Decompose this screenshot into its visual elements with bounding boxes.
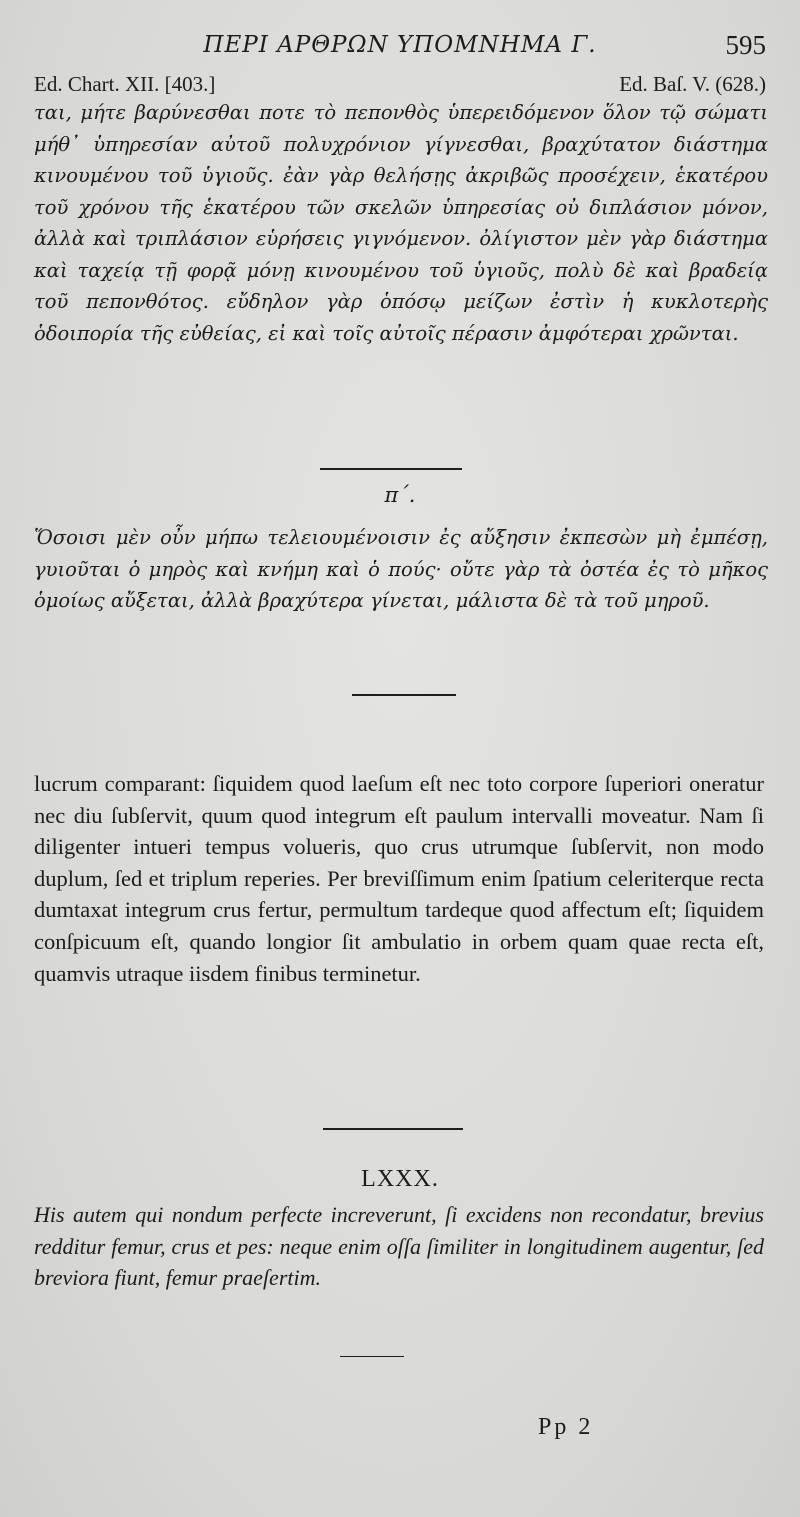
section-divider bbox=[352, 694, 456, 696]
edition-reference-right: Ed. Baſ. V. (628.) bbox=[619, 72, 766, 96]
edition-reference-left: Ed. Chart. XII. [403.] bbox=[34, 72, 216, 96]
latin-aphorism-number: LXXX. bbox=[361, 1166, 439, 1192]
section-divider bbox=[340, 1356, 404, 1357]
running-title: ΠΕΡΙ ΑΡΘΡΩΝ ΥΠΟΜΝΗΜΑ Γ. bbox=[203, 32, 597, 58]
latin-aphorism-text: His autem qui nondum perfecte increverunt, ſi excidens non recondatur, brevius redditur femur, crus et pes: neque enim oſſa ſimiliter in longitudinem augentur, ſed breviora fiunt, femur praeſertim. bbox=[34, 1202, 764, 1291]
greek-aphorism-text: Ὅσοισι μὲν οὖν μήπω τελειουμένοισιν ἐς αὔξησιν ἐκπεσὼν μὴ ἐμπέσῃ, γυιοῦται ὁ μηρὸς καὶ κνήμη καὶ ὁ πούς· οὔτε γὰρ τὰ ὀστέα ἐς τὸ μῆκος ὁμοίως αὔξεται, ἀλλὰ βραχύτερα γίνεται, μάλιστα δὲ τὰ τοῦ μηροῦ. bbox=[34, 526, 768, 612]
greek-aphorism-number: π΄. bbox=[384, 483, 416, 507]
latin-commentary-text: lucrum comparant: ſiquidem quod laeſum eſt nec toto corpore ſuperiori oneratur nec diu ſubſervit, quum quod integrum eſt paulum intervalli moveatur. Nam ſi diligenter intueri tempus volueris, quo crus utrumque ſubſervit, non modo duplum, ſed et triplum reperies. Per breviſſimum enim ſpatium celeriterque recta dumtaxat integrum crus fertur, permultum tardeque quod affectum eſt; ſiquidem conſpicuum eſt, quando longior ſit ambulatio in orbem quam quae recta eſt, quamvis utraque iisdem finibus terminetur. bbox=[34, 771, 764, 986]
section-divider bbox=[323, 1128, 463, 1130]
page-number: 595 bbox=[725, 30, 766, 60]
greek-commentary-text: ται, μήτε βαρύνεσθαι ποτε τὸ πεπονθὸς ὑπερειδόμενον ὅλον τῷ σώματι μήθ᾽ ὑπηρεσίαν αὐτοῦ πολυχρόνιον γίγνεσθαι, βραχύτατον διάστημα κινουμένου τοῦ ὑγιοῦς. ἐὰν γὰρ θελήσῃς ἀκριβῶς προσέχειν, ἑκατέρου τοῦ χρόνου τῆς ἑκατέρου τῶν σκελῶν ὑπηρεσίας οὐ διπλάσιον μόνον, ἀλλὰ καὶ τριπλάσιον εὑρήσεις γιγνόμενον. ὀλίγιστον μὲν γὰρ διάστημα καὶ ταχείᾳ τῇ φορᾷ μόνῃ κινουμένου τοῦ ὑγιοῦς, πολὺ δὲ καὶ βραδείᾳ τοῦ πεπονθότος. εὔδηλον γὰρ ὁπόσῳ μείζων ἐστὶν ἡ κυκλοτερὴς ὁδοιπορία τῆς εὐθείας, εἰ καὶ τοῖς αὐτοῖς πέρασιν ἀμφότεραι χρῶνται. bbox=[34, 101, 768, 345]
section-divider bbox=[320, 468, 462, 470]
signature-mark: Pp 2 bbox=[538, 1414, 594, 1440]
